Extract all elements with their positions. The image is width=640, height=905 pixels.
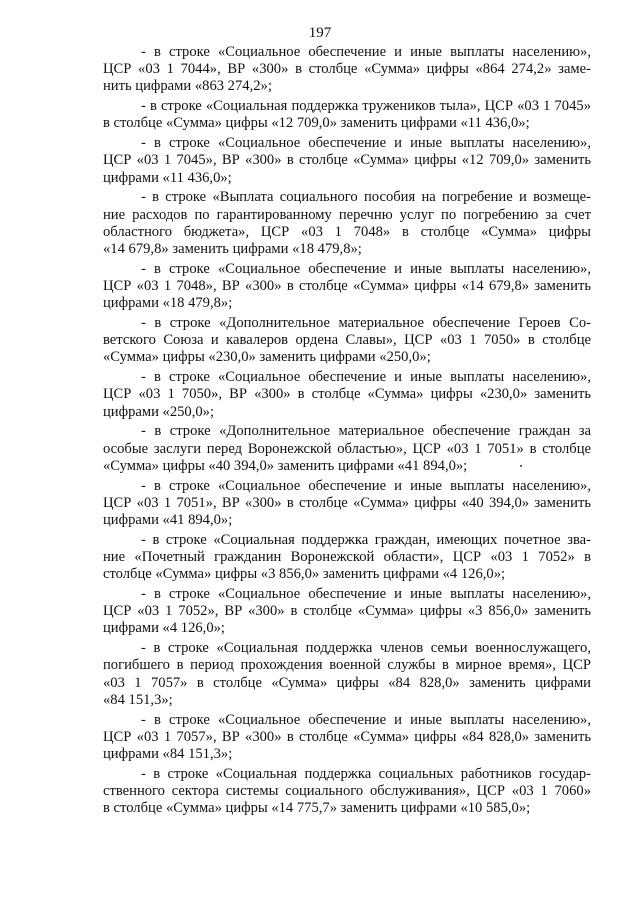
paragraph — [103, 315, 591, 367]
paragraph — [103, 586, 591, 638]
paragraph — [103, 189, 591, 258]
paragraph — [103, 640, 591, 709]
text-line: цифрами «18 479,8»; — [103, 295, 233, 312]
text-line: нить цифрами «863 274,2»; — [103, 78, 272, 95]
paragraph — [103, 98, 591, 132]
text-line: - в строке «Дополнительное материальное обеспечение Героев Со- — [141, 315, 591, 332]
text-line: ние расходов по гарантированному перечню услуг по погребению за счет — [103, 206, 591, 223]
text-line: - в строке «Дополнительное материальное обеспечение граждан за — [141, 423, 591, 440]
text-line: погибшего в период прохождения военной службы в мирное время», ЦСР — [103, 657, 591, 674]
paragraph — [103, 532, 591, 584]
text-line: в столбце «Сумма» цифры «12 709,0» заменить цифрами «11 436,0»; — [103, 115, 530, 132]
text-line: ЦСР «03 1 7051», ВР «300» в столбце «Сумма» цифры «40 394,0» заменить — [103, 494, 591, 511]
page-number: 197 — [308, 25, 332, 41]
text-line: цифрами «250,0»; — [103, 403, 215, 420]
text-line: «14 679,8» заменить цифрами «18 479,8»; — [103, 241, 362, 258]
text-line: - в строке «Социальная поддержка граждан, имеющих почетное зва- — [141, 531, 591, 548]
document-body — [103, 44, 591, 820]
text-line: ветского Союза и кавалеров ордена Славы», ЦСР «03 1 7050» в столбце — [103, 332, 591, 349]
text-line: «84 151,3»; — [103, 691, 173, 708]
text-line: - в строке «Социальное обеспечение и иные выплаты населению», — [141, 260, 591, 277]
text-line: ЦСР «03 1 7045», ВР «300» в столбце «Сумма» цифры «12 709,0» заменить — [103, 152, 591, 169]
text-line: - в строке «Социальное обеспечение и иные выплаты населению», — [141, 711, 591, 728]
text-line: столбце «Сумма» цифры «3 856,0» заменить цифрами «4 126,0»; — [103, 566, 506, 583]
text-line: «03 1 7057» в столбце «Сумма» цифры «84 828,0» заменить цифрами — [103, 674, 591, 691]
text-line: ние «Почетный гражданин Воронежской области», ЦСР «03 1 7052» в — [103, 549, 591, 566]
paragraph — [103, 135, 591, 187]
text-line: - в строке «Социальное обеспечение и иные выплаты населению», — [141, 586, 591, 603]
text-line: - в строке «Социальная поддержка членов семьи военнослужащего, — [141, 640, 591, 657]
text-line: ЦСР «03 1 7048», ВР «300» в столбце «Сумма» цифры «14 679,8» заменить — [103, 278, 591, 295]
text-line: цифрами «11 436,0»; — [103, 169, 232, 186]
text-line: - в строке «Выплата социального пособия на погребение и возмеще- — [141, 189, 591, 206]
paragraph — [103, 423, 591, 475]
paragraph — [103, 369, 591, 421]
paragraph — [103, 261, 591, 313]
paragraph — [103, 712, 591, 764]
text-line: ЦСР «03 1 7057», ВР «300» в столбце «Сумма» цифры «84 828,0» заменить — [103, 728, 591, 745]
text-line: - в строке «Социальное обеспечение и иные выплаты населению», — [141, 44, 591, 60]
text-line: ственного сектора системы социального обслуживания», ЦСР «03 1 7060» — [103, 783, 591, 800]
paragraph — [103, 478, 591, 530]
text-line: «Сумма» цифры «40 394,0» заменить цифрами «41 894,0»; — [103, 457, 468, 474]
text-line: ЦСР «03 1 7050», ВР «300» в столбце «Сумма» цифры «230,0» заменить — [103, 386, 591, 403]
scan-speck — [520, 465, 522, 467]
text-line: цифрами «84 151,3»; — [103, 746, 233, 763]
text-line: цифрами «41 894,0»; — [103, 512, 233, 529]
text-line: областного бюджета», ЦСР «03 1 7048» в столбце «Сумма» цифры — [103, 223, 591, 240]
text-line: в столбце «Сумма» цифры «14 775,7» заменить цифрами «10 585,0»; — [103, 800, 531, 817]
text-line: «Сумма» цифры «230,0» заменить цифрами «250,0»; — [103, 349, 431, 366]
text-line: - в строке «Социальное обеспечение и иные выплаты населению», — [141, 135, 591, 152]
text-line: цифрами «4 126,0»; — [103, 620, 225, 637]
text-line: - в строке «Социальная поддержка социальных работников государ- — [141, 765, 591, 782]
text-line: ЦСР «03 1 7044», ВР «300» в столбце «Сумма» цифры «864 274,2» заме- — [103, 61, 591, 78]
text-line: особые заслуги перед Воронежской областью», ЦСР «03 1 7051» в столбце — [103, 440, 591, 457]
text-line: - в строке «Социальная поддержка тружеников тыла», ЦСР «03 1 7045» — [141, 98, 591, 115]
paragraph — [103, 766, 591, 818]
text-line: - в строке «Социальное обеспечение и иные выплаты населению», — [141, 369, 591, 386]
text-line: - в строке «Социальное обеспечение и иные выплаты населению», — [141, 477, 591, 494]
text-line: ЦСР «03 1 7052», ВР «300» в столбце «Сумма» цифры «3 856,0» заменить — [103, 603, 591, 620]
paragraph — [103, 44, 591, 96]
